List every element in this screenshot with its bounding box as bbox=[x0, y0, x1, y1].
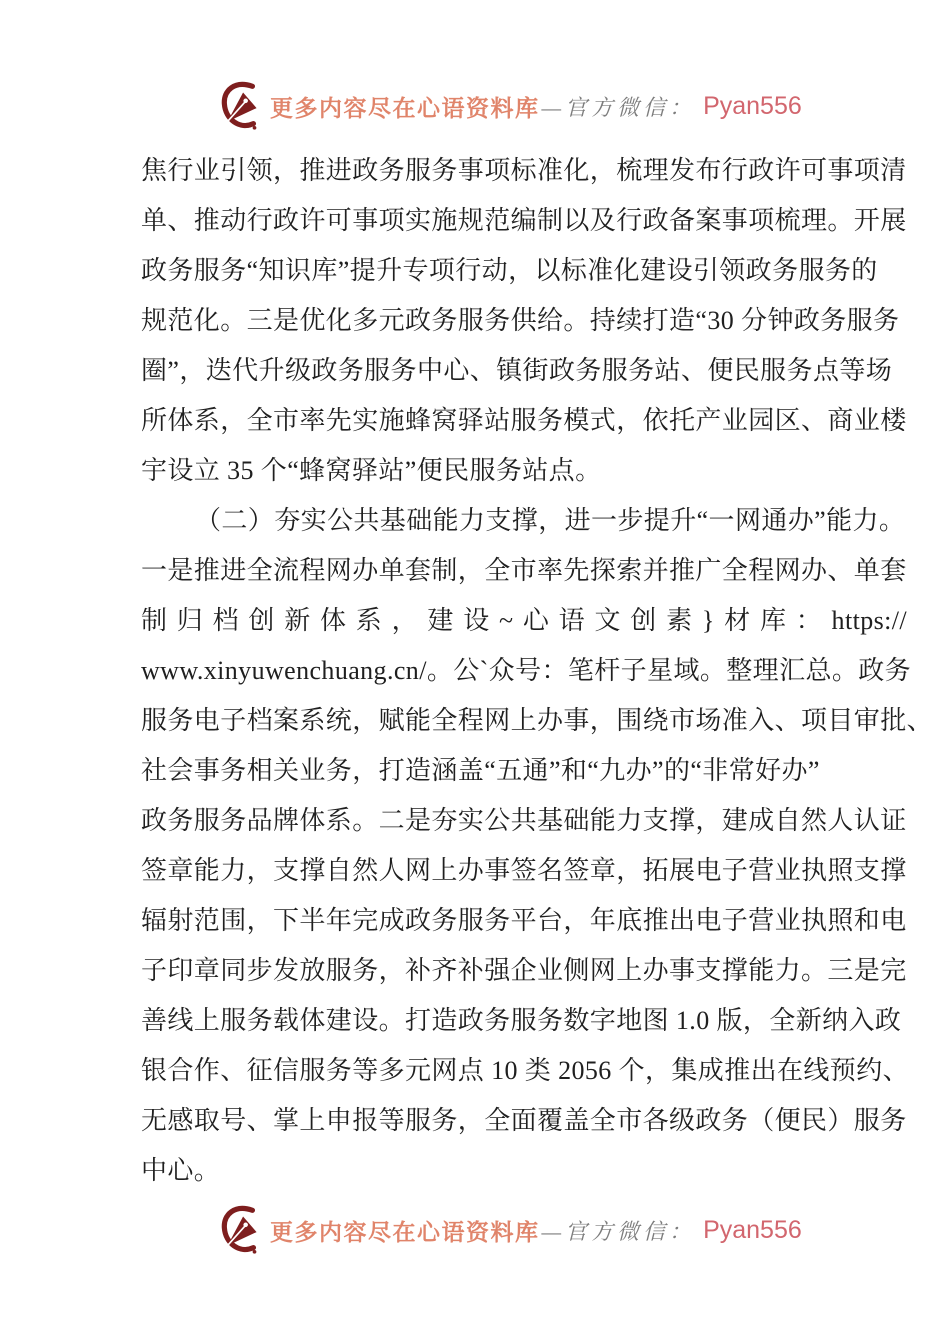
brand-text: 更多内容尽在心语资料库 bbox=[270, 1219, 540, 1245]
wechat-id: Pyan556 bbox=[703, 91, 802, 120]
text-line: 政务服务品牌体系。二是夯实公共基础能力支撑，建成自然人认证 bbox=[141, 806, 907, 835]
text-line: 善线上服务载体建设。打造政务服务数字地图 1.0 版，全新纳入政 bbox=[141, 1006, 902, 1035]
text-line: 中心。 bbox=[141, 1156, 221, 1185]
text-line: 圈”，迭代升级政务服务中心、镇街政务服务站、便民服务点等场 bbox=[141, 356, 893, 385]
wechat-id: Pyan556 bbox=[703, 1215, 802, 1244]
pen-nib-circle-icon bbox=[220, 1203, 262, 1257]
text-line: 无感取号、掌上申报等服务，全面覆盖全市各级政务（便民）服务 bbox=[141, 1106, 907, 1135]
text-line: 子印章同步发放服务，补齐补强企业侧网上办事支撑能力。三是完 bbox=[141, 956, 907, 985]
text-line: 社会事务相关业务，打造涵盖“五通”和“九办”的“非常好办” bbox=[141, 756, 820, 785]
text-line: 所体系，全市率先实施蜂窝驿站服务模式，依托产业园区、商业楼 bbox=[141, 406, 907, 435]
brand-text: 更多内容尽在心语资料库 bbox=[270, 95, 540, 121]
text-line: 一是推进全流程网办单套制，全市率先探索并推广全程网办、单套 bbox=[141, 556, 907, 585]
text-line: 宇设立 35 个“蜂窝驿站”便民服务站点。 bbox=[141, 456, 602, 485]
text-line-with-url: www.xinyuwenchuang.cn/。公`众号：笔杆子星域。整理汇总。政务 bbox=[141, 656, 912, 685]
text-line: 银合作、征信服务等多元网点 10 类 2056 个，集成推出在线预约、 bbox=[141, 1056, 910, 1085]
wechat-label: —官方微信： bbox=[541, 94, 696, 120]
text-line: 规范化。三是优化多元政务服务供给。持续打造“30 分钟政务服务 bbox=[141, 306, 900, 335]
wechat-label: —官方微信： bbox=[541, 1218, 696, 1244]
text-line: 服务电子档案系统，赋能全程网上办事，围绕市场准入、项目审批、 bbox=[141, 706, 934, 735]
paragraph-start-line: （二）夯实公共基础能力支撑，进一步提升“一网通办”能力。 bbox=[195, 506, 906, 535]
text-line: 辐射范围，下半年完成政务服务平台，年底推出电子营业执照和电 bbox=[141, 906, 907, 935]
document-body bbox=[141, 146, 934, 1196]
text-line: 单、推动行政许可事项实施规范编制以及行政备案事项梳理。开展 bbox=[141, 206, 907, 235]
pen-nib-circle-icon bbox=[220, 79, 262, 133]
text-line-justified: 制归档创新体系，建设~心语文创素}材库：https:// bbox=[141, 606, 907, 635]
text-line: 政务服务“知识库”提升专项行动，以标准化建设引领政务服务的 bbox=[141, 256, 878, 285]
footer-watermark bbox=[220, 1202, 802, 1258]
text-line: 焦行业引领，推进政务服务事项标准化，梳理发布行政许可事项清 bbox=[141, 156, 907, 185]
text-line: 签章能力，支撑自然人网上办事签名签章，拓展电子营业执照支撑 bbox=[141, 856, 907, 885]
header-watermark bbox=[220, 78, 802, 134]
